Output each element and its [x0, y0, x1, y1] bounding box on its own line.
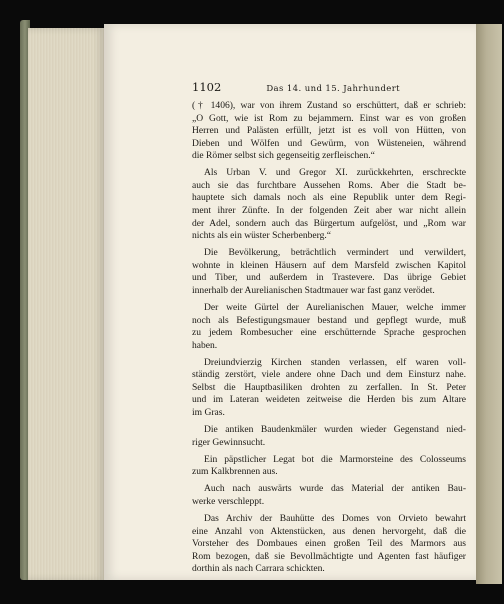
text-line: Herren und Palästen erfüllt, jetzt ist es voll von Hütten, von [192, 125, 466, 137]
text-line: ment ihrer Zünfte. In der folgenden Zeit aber war nicht allein [192, 204, 466, 216]
text-line: Vorsteher des Dombaues einen großen Teil des Marmors aus [192, 538, 466, 550]
running-head-title: Das 14. und 15. Jahrhundert [266, 84, 400, 94]
text-line: ständig zerstört, viele andere ohne Dach und dem Einsturz nahe. [192, 369, 466, 381]
paragraph [192, 100, 466, 163]
text-line: († 1406), war von ihrem Zustand so erschüttert, daß er schrieb: [192, 100, 466, 111]
text-line: nichts als ein wüster Scherbenberg.“ [192, 230, 332, 242]
text-line: werke verschleppt. [192, 496, 265, 508]
paragraph [192, 424, 466, 449]
text-line: Der weite Gürtel der Aurelianischen Mauer, welche immer [204, 301, 466, 313]
paragraph [192, 357, 466, 420]
paragraph [192, 167, 466, 242]
text-line: wohnte in kleinen Häusern auf dem Marsfeld zwischen Kapitol [192, 259, 466, 271]
text-line: Die antiken Baudenkmäler wurden wieder Gegenstand nied- [204, 424, 466, 436]
text-line: Auch nach auswärts wurde das Material der antiken Bau- [204, 483, 466, 495]
text-line: Dreiundvierzig Kirchen standen verlassen, elf waren voll- [204, 356, 466, 368]
text-line: noch als Befestigungsmauer bestand und gepflegt wurde, muß [192, 314, 466, 326]
text-line: riger Gewinnsucht. [192, 436, 266, 448]
page-edges [28, 28, 106, 580]
text-line: die Römer selbst sich gegenseitig zerfleischen.“ [192, 150, 375, 162]
text-line: im Gras. [192, 406, 225, 418]
text-line: und im Lateran weideten zeitweise die Herden bis zum Altare [192, 394, 466, 406]
text-line: Die Bevölkerung, beträchtlich vermindert und verwildert, [204, 247, 466, 259]
body-text [192, 100, 466, 580]
paragraph [192, 247, 466, 297]
text-line: zu jedem Rombesucher eine erschütternde Sprache gesprochen [192, 327, 466, 339]
text-line: hauptete sich damals noch als eine Republik unter dem Regi- [192, 192, 466, 204]
facing-page-edge [476, 24, 502, 584]
text-line: haben. [192, 339, 218, 351]
text-line: und Tiber, und außerdem in Trastevere. Das übrige Gebiet [192, 272, 466, 284]
text-line: eine Anzahl von Aktenstücken, aus denen hervorgeht, daß die [192, 525, 466, 537]
paragraph [192, 454, 466, 479]
text-line: Selbst die Hauptbasiliken drohten zu zerfallen. In St. Peter [192, 381, 466, 393]
paragraph [192, 483, 466, 508]
running-head [192, 80, 462, 94]
text-line: zum Kalkbrennen aus. [192, 466, 278, 478]
page-number: 1102 [192, 80, 222, 94]
text-line: Als Urban V. und Gregor XI. zurückkehrten, erschreckte [204, 167, 466, 179]
text-line: auch sie das furchtbare Aussehen Roms. Aber die Stadt be- [192, 179, 466, 191]
text-line: „O Gott, wie ist Rom zu bejammern. Einst war es von großen [192, 112, 466, 124]
text-line: Ein päpstlicher Legat bot die Marmorsteine des Colosseums [204, 453, 466, 465]
paragraph [192, 513, 466, 576]
text-line: Dieben und Wölfen und Gewürm, von Wüsteneien, während [192, 137, 466, 149]
text-line: Das Archiv der Bauhütte des Domes von Orvieto bewahrt [204, 513, 466, 525]
text-line: der Adel, sondern auch das Bürgertum aufgelöst, und „Rom war [192, 217, 466, 229]
text-line: dorthin als nach Carrara schickten. [192, 563, 325, 575]
paragraph [192, 302, 466, 352]
text-line: innerhalb der Aurelianischen Stadtmauer war fast ganz verödet. [192, 284, 435, 296]
text-line: Rom bezogen, daß sie Bevollmächtigte und Agenten fast häufiger [192, 550, 466, 562]
book-page [104, 24, 476, 580]
